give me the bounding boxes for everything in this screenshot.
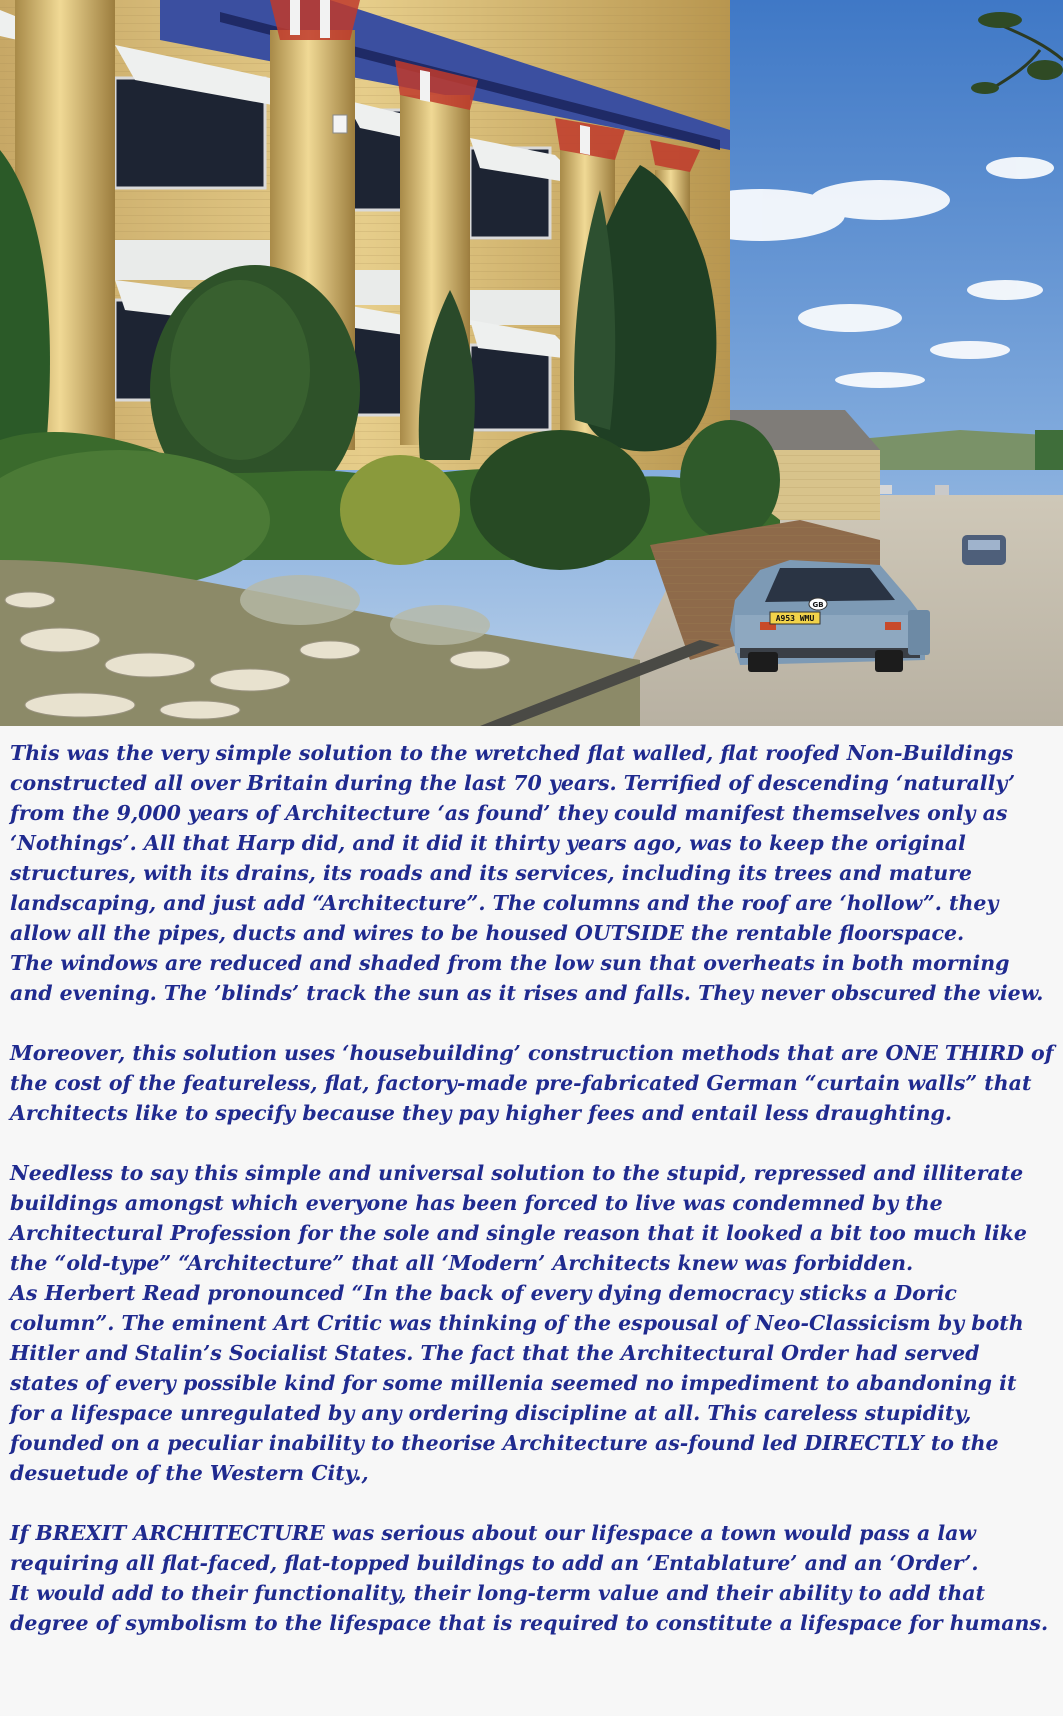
- paragraph-1: This was the very simple solution to the wretched flat walled, flat roofed Non-Buildings constructed all over Britain during the last 70 years. Terrified of descending ‘naturally’ from the 9,000 years of Architecture ‘as found’ they could manifest themselves only as ‘Nothings’. All that Harp did, and it did it thirty years ago, was to keep the original structures, with its drains, its roads and its services, including its trees and mature landscaping, and just add “Architecture”. The columns and the roof are ‘hollow”. they allow all the pipes, ducts and wires to be housed OUTSIDE the rentable floorspace. The windows are reduced and shaded from the low sun that overheats in both morning and evening. The ’blinds’ track the sun as it rises and falls. They never obscured the view.: [10, 741, 1044, 1005]
- article-body: [10, 738, 1060, 1668]
- paragraph-2: Moreover, this solution uses ‘housebuilding’ construction methods that are ONE THIRD of the cost of the featureless, flat, factory-made pre-fabricated German “curtain walls” that Architects like to specify because they pay higher fees and entail less draughting.: [10, 1041, 1054, 1125]
- building-photo: [0, 0, 1063, 726]
- license-plate: A953 WMU: [775, 614, 815, 623]
- paragraph-4: If BREXIT ARCHITECTURE was serious about our lifespace a town would pass a law requiring all flat-faced, flat-topped buildings to add an ‘Entablature’ and an ‘Order’. It would add to their functionality, their long-term value and their ability to add that degree of symbolism to the lifespace that is required to constitute a lifespace for humans.: [10, 1521, 1049, 1635]
- gb-badge: GB: [812, 601, 824, 609]
- paragraph-3: Needless to say this simple and universal solution to the stupid, repressed and illiterate buildings amongst which everyone has been forced to live was condemned by the Architectural Profession for the sole and single reason that it looked a bit too much like the “old-type” “Architecture” that all ‘Modern’ Architects knew was forbidden. As Herbert Read pronounced “In the back of every dying democracy sticks a Doric column”. The eminent Art Critic was thinking of the espousal of Neo-Classicism by both Hitler and Stalin’s Socialist States. The fact that the Architectural Order had served states of every possible kind for some millenia seemed no impediment to abandoning it for a lifespace unregulated by any ordering discipline at all. This careless stupidity, founded on a peculiar inability to theorise Architecture as-found led DIRECTLY to the desuetude of the Western City.,: [10, 1161, 1027, 1485]
